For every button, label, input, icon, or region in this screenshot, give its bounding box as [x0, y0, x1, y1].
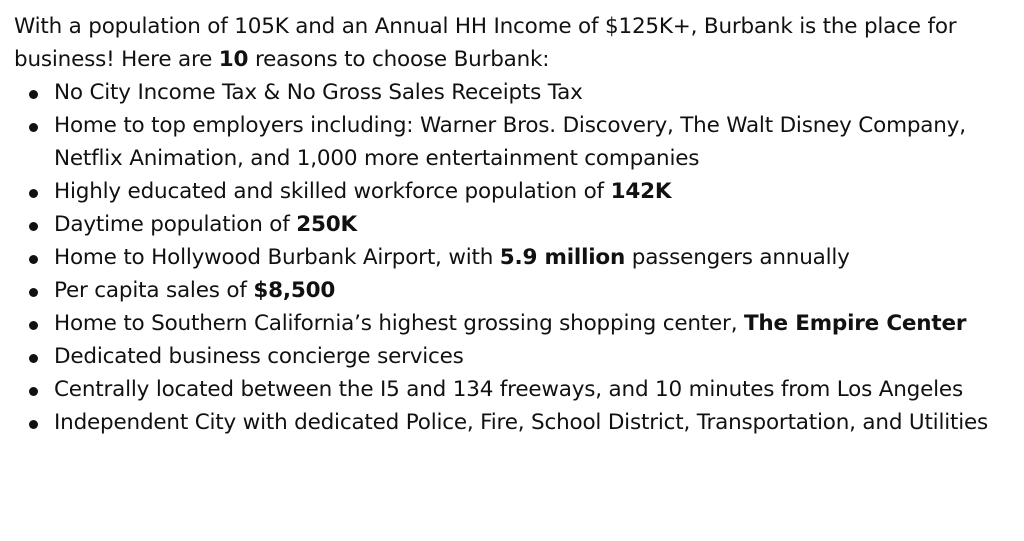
- list-item: [14, 373, 1014, 406]
- list-item: [14, 307, 1014, 340]
- intro-text-end: reasons to choose Burbank:: [248, 47, 550, 72]
- bullet-icon: [29, 288, 38, 297]
- bullet-icon: [29, 321, 38, 330]
- list-item-highlight: The Empire Center: [743, 311, 967, 336]
- list-item-text: Per capita sales of: [54, 278, 254, 303]
- list-item: [14, 340, 1014, 373]
- list-item-text: Home to top employers including: Warner Bros. Discovery, The Walt Disney Company, Netflix Animation, and 1,000 more entertainment companies: [54, 113, 966, 171]
- list-item-highlight: 5.9 million: [499, 245, 626, 270]
- list-item-text: No City Income Tax & No Gross Sales Receipts Tax: [54, 80, 583, 105]
- list-item-text: Home to Hollywood Burbank Airport, with: [54, 245, 500, 270]
- list-item: [14, 208, 1014, 241]
- bullet-icon: [29, 123, 38, 132]
- list-item: [14, 241, 1014, 274]
- bullet-icon: [29, 387, 38, 396]
- list-item: [14, 109, 1014, 175]
- intro-paragraph: [14, 10, 1004, 76]
- list-item-text: Centrally located between the I5 and 134 freeways, and 10 minutes from Los Angeles: [54, 377, 963, 402]
- bullet-icon: [29, 255, 38, 264]
- list-item-text: Home to Southern California’s highest grossing shopping center,: [54, 311, 744, 336]
- list-item-text: Dedicated business concierge services: [54, 344, 464, 369]
- list-item: [14, 175, 1014, 208]
- list-item: [14, 406, 1014, 439]
- list-item-highlight: 142K: [610, 179, 672, 204]
- list-item: [14, 76, 1014, 109]
- bullet-icon: [29, 420, 38, 429]
- list-item: [14, 274, 1014, 307]
- bullet-icon: [29, 354, 38, 363]
- intro-reason-count: 10: [218, 47, 249, 72]
- bullet-icon: [29, 189, 38, 198]
- list-item-text: Highly educated and skilled workforce population of: [54, 179, 611, 204]
- list-item-highlight: $8,500: [253, 278, 336, 303]
- list-item-text: Daytime population of: [54, 212, 297, 237]
- bullet-icon: [29, 222, 38, 231]
- intro-text-start: With a population of 105K and an Annual HH Income of $125K+, Burbank is the place for business! Here are: [14, 14, 957, 72]
- bullet-icon: [29, 90, 38, 99]
- reasons-list: [14, 76, 1014, 439]
- list-item-highlight: 250K: [296, 212, 358, 237]
- list-item-text: Independent City with dedicated Police, Fire, School District, Transportation, and Utilities: [54, 410, 989, 435]
- list-item-text-after: passengers annually: [625, 245, 850, 270]
